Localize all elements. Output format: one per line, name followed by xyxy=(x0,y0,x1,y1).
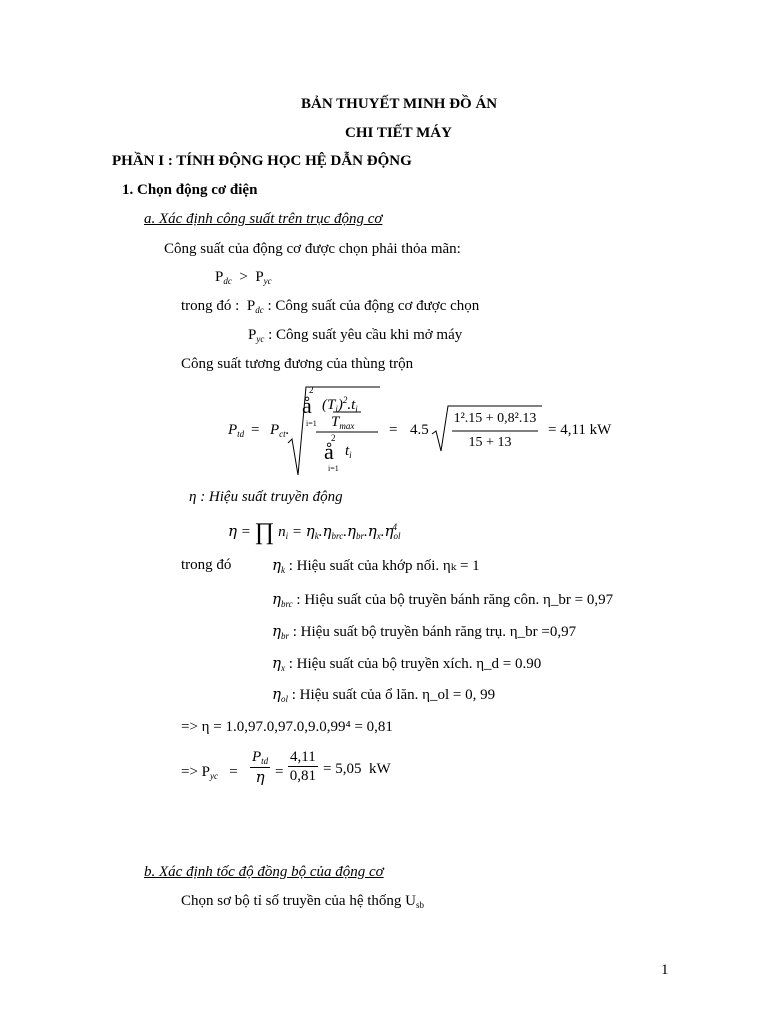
pyc-fraction-numeric: $\frac{4,11}{0,81}$ xyxy=(289,749,316,784)
ptd-equals: = xyxy=(251,422,260,438)
numeric-numerator: 1².15 + 0,8².13 xyxy=(453,411,537,426)
numeric-denominator: 15 + 13 xyxy=(468,435,512,450)
section-heading: 1. Chọn động cơ điện xyxy=(122,182,258,198)
efficiency-item-x: $\eta_x$ : Hiệu suất của bộ truyền xích. η_d = 0.90 xyxy=(272,654,542,673)
part-heading: PHẦN I : TÍNH ĐỘNG HỌC HỆ DẪN ĐỘNG xyxy=(112,153,412,169)
pct-term: $P_{ct}$. xyxy=(270,422,290,439)
coefficient: 4.5 xyxy=(410,422,429,438)
efficiency-item-br: $\eta_{br}$ : Hiệu suất bộ truyền bánh răng trụ. η_br =0,97 xyxy=(272,622,577,641)
pyc-lead: => $P_{yc}$ = xyxy=(181,764,238,781)
sigma-top: å xyxy=(302,393,312,418)
equivalent-power-text: Công suất tương đương của thùng trộn xyxy=(181,356,414,372)
power-condition: $P_{dc} > P_{yc}$ xyxy=(215,269,272,286)
efficiency-item-brc: $\eta_{brc}$ : Hiệu suất của bộ truyền bánh răng côn. η_br = 0,97 xyxy=(272,590,614,609)
page-number: 1 xyxy=(661,962,669,978)
tmax-denominator: $T_{max}$ xyxy=(331,414,355,431)
efficiency-item-k: $\eta_k$ : Hiệu suất của khớp nối. ηₖ = 1 xyxy=(272,556,480,575)
subsection-heading-a: a. Xác định công suất trên trục động cơ xyxy=(144,211,383,227)
efficiency-formula: η = ∏ $n_i = \eta_k.\eta_{brc}.\eta_{br}.\eta_x.\eta_{ol}^4$ xyxy=(228,519,401,545)
pyc-fraction-symbolic: $\frac{P_{td}}{\eta}$ xyxy=(252,749,269,786)
ratio-bar xyxy=(333,411,363,414)
intro-paragraph: Công suất của động cơ được chọn phải thỏa mãn: xyxy=(164,241,461,257)
efficiency-result: => η = 1.0,97.0,97.0,9.0,99⁴ = 0,81 xyxy=(181,719,393,735)
ratio-paragraph: Chọn sơ bộ tỉ số truyền của hệ thống $U_{sb}$ xyxy=(181,893,425,910)
sigma-top-sup: 2 xyxy=(309,385,314,395)
definition-pdc: trong đó : $P_{dc}$ : Công suất của động cơ được chọn xyxy=(181,298,480,315)
ptd-lhs: $P_{td}$ xyxy=(228,422,245,439)
sigma-bottom-sup: 2 xyxy=(331,433,336,443)
ratio-numerator: $(T_i)^2.t_i$ xyxy=(322,395,358,414)
definition-pyc: $P_{yc}$ : Công suất yêu cầu khi mở máy xyxy=(248,327,463,344)
doc-subtitle: CHI TIẾT MÁY xyxy=(345,125,452,141)
pyc-eq-mid: = xyxy=(275,764,284,780)
ti-denominator: $t_i$ xyxy=(345,443,352,460)
pyc-value: = 5,05 kW xyxy=(323,761,391,777)
sigma-bottom: å xyxy=(324,439,334,464)
ptd-equals-2: = xyxy=(389,422,398,438)
subsection-heading-b: b. Xác định tốc độ đồng bộ của động cơ xyxy=(144,864,384,880)
sigma-top-index: i=1 xyxy=(306,419,317,428)
efficiency-item-ol: $\eta_{ol}$ : Hiệu suất của ổ lăn. η_ol = 0, 99 xyxy=(272,685,496,704)
efficiency-lead: trong đó xyxy=(181,557,232,573)
efficiency-title: η : Hiệu suất truyền động xyxy=(189,489,343,505)
ptd-result: = 4,11 kW xyxy=(548,422,612,438)
sigma-bottom-index: i=1 xyxy=(328,464,339,473)
doc-title: BẢN THUYẾT MINH ĐỒ ÁN xyxy=(301,96,498,112)
